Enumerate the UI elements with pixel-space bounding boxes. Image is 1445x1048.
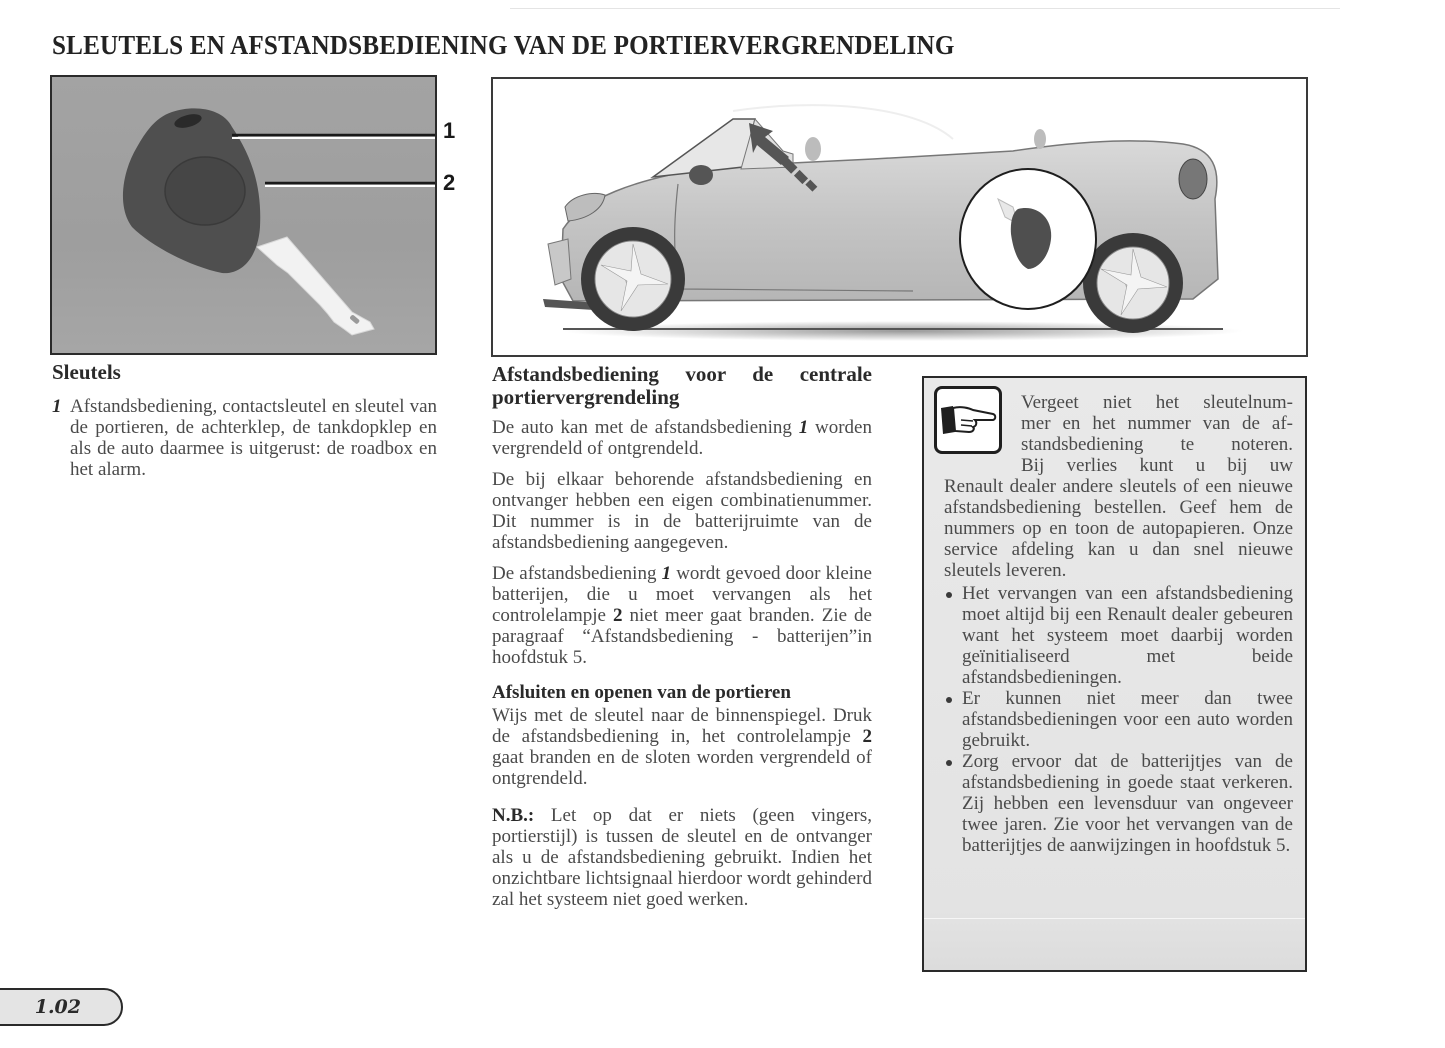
- ref-number: 1: [661, 563, 672, 584]
- keys-heading: Sleutels: [52, 360, 121, 384]
- note-line: standsbediening te noteren.: [1021, 434, 1293, 455]
- remote-heading: Afstandsbediening voor de centrale portiervergrendeling: [492, 362, 872, 409]
- ref-number: 2: [862, 726, 872, 747]
- front-wheel: [581, 227, 685, 331]
- text: De afstandsbediening: [492, 563, 662, 584]
- note-bullet: Het vervangen van een afstandsbediening moet altijd bij een Renault dealer gebeuren want het systeem moet daarbij worden geïnitialiseerd met beide afstandsbedieningen.: [944, 583, 1293, 688]
- convertible-car-image: [493, 79, 1306, 355]
- paragraph-batteries: [492, 563, 872, 668]
- nb-label: N.B.:: [492, 805, 535, 826]
- page-number: 1.02: [34, 996, 81, 1018]
- text: Wijs met de sleutel naar de binnenspiegel. Druk de afstandsbediening in, het controlelampje: [492, 705, 872, 747]
- item-number: 1: [52, 396, 62, 417]
- remote-section: [492, 363, 872, 920]
- page-number-tab: [0, 988, 123, 1026]
- note-paragraph: Renault dealer andere sleutels of een nieuwe afstandsbediening bestellen. Geef hem de nummers op en toon de autopapieren. Onze service afdeling kan u dan snel nieuwe sleutels leveren.: [944, 476, 1293, 581]
- page-title: SLEUTELS EN AFSTANDSBEDIENING VAN DE PORTIERVERGRENDELING: [52, 30, 955, 60]
- note-line: Bij verlies kunt u bij uw: [1021, 455, 1293, 476]
- text: wordt gevoed door kleine batterijen, die u moet vervangen als het controlelampje: [492, 563, 872, 626]
- item-text: Afstandsbediening, contactsleutel en sleutel van de portieren, de achterklep, de tankdopklep en als de auto daarmee is uitgerust: de roadbox en het alarm.: [70, 396, 437, 480]
- note-text: [944, 392, 1293, 856]
- ref-number: 1: [798, 417, 809, 438]
- note-bullet: Er kunnen niet meer dan twee afstandsbedieningen voor een auto worden gebruikt.: [944, 688, 1293, 751]
- note-line: Vergeet niet het sleutelnum-: [1021, 392, 1293, 413]
- ref-number: 2: [613, 605, 623, 626]
- text: gaat branden en de sloten worden vergrendeld of ontgrendeld.: [492, 747, 872, 789]
- remote-key-image: [52, 77, 435, 353]
- callout-1: 1: [443, 118, 456, 143]
- car-illustration: [491, 77, 1308, 357]
- text: De auto kan met de afstandsbediening: [492, 417, 799, 438]
- key-photo: [50, 75, 437, 355]
- keys-section: [52, 360, 437, 480]
- note-line: mer en het nummer van de af-: [1021, 413, 1293, 434]
- paragraph-operation: [492, 705, 872, 789]
- paragraph-lock-unlock: [492, 417, 872, 459]
- note-divider: [924, 918, 1305, 919]
- note-box: [922, 376, 1307, 972]
- text: worden vergrendeld of ontgrendeld.: [492, 417, 872, 459]
- top-rule: [510, 8, 1340, 9]
- note-bullet-list: [944, 583, 1293, 856]
- paragraph-combination: De bij elkaar behorende afstandsbediening en ontvanger hebben een eigen combinatienummer. Dit nummer is in de batterijruimte van de afstandsbediening aangegeven.: [492, 469, 872, 553]
- callout-2: 2: [443, 170, 456, 195]
- text: niet meer gaat branden. Zie de paragraaf “Afstandsbediening - batterijen”in hoofdstuk 5.: [492, 605, 872, 668]
- rear-wheel: [1083, 233, 1183, 333]
- note-bullet: Zorg ervoor dat de batterijtjes van de afstandsbediening in goede staat verkeren. Zij hebben een levensduur van ongeveer twee jaren. Zie voor het vervangen van de batterijtjes de aanwijzingen in hoofdstuk 5.: [944, 751, 1293, 856]
- nb-text: Let op dat er niets (geen vingers, portierstijl) is tussen de sleutel en de ontvanger als u de afstandsbediening gebruikt. Indien het onzichtbare lichtsignaal hierdoor wordt gehinderd zal het systeem niet goed werken.: [492, 805, 872, 910]
- keys-list-item: [52, 396, 437, 480]
- nb-note: [492, 805, 872, 910]
- doors-subheading: Afsluiten en openen van de portieren: [492, 682, 791, 703]
- inset-key-circle: [960, 169, 1096, 309]
